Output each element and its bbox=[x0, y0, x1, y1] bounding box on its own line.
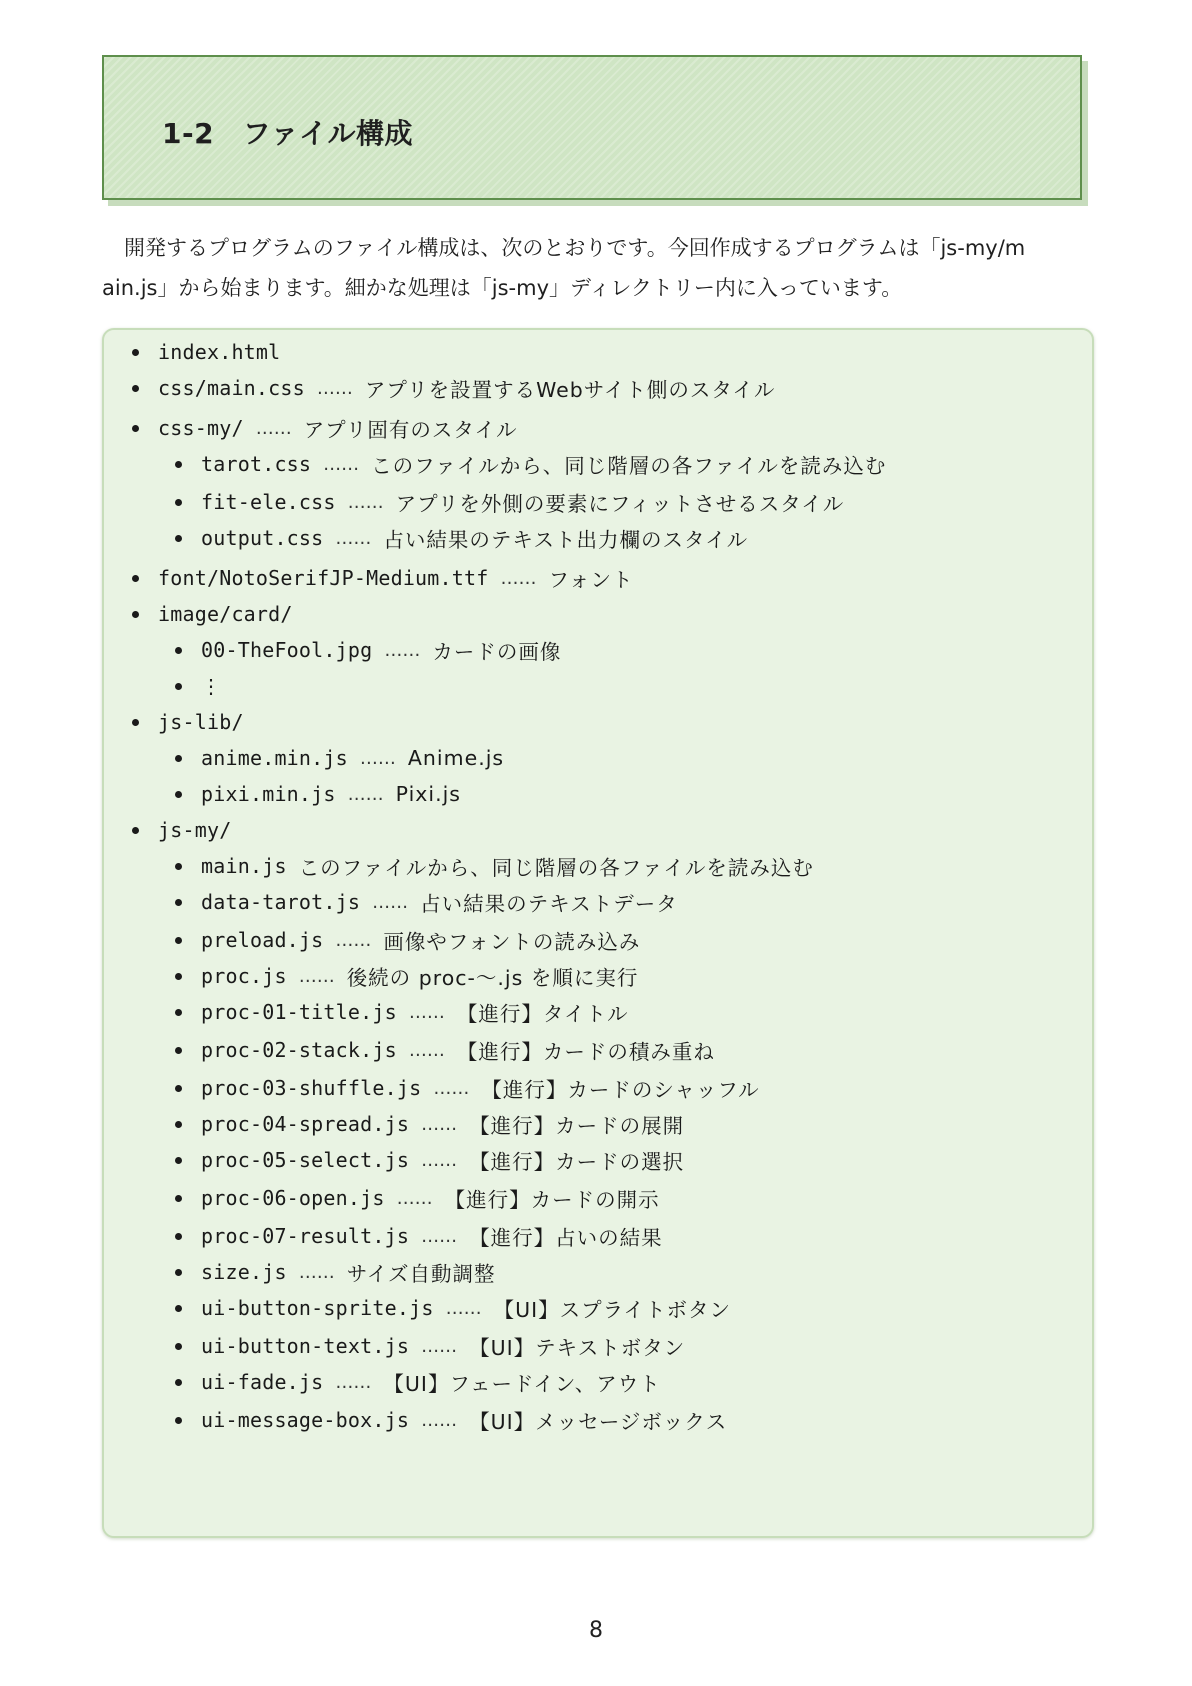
file-description: 【進行】カードの開示 bbox=[444, 1188, 660, 1212]
separator-ellipsis: …… bbox=[421, 1225, 458, 1247]
file-list-item bbox=[175, 774, 461, 814]
file-list-item bbox=[132, 594, 293, 634]
separator-ellipsis: …… bbox=[408, 1001, 445, 1023]
file-list-item bbox=[175, 738, 504, 778]
file-name: anime.min.js bbox=[201, 746, 348, 770]
separator-ellipsis: …… bbox=[347, 491, 384, 513]
file-list-item bbox=[132, 558, 634, 598]
file-name: tarot.css bbox=[201, 452, 312, 476]
file-name: ui-message-box.js bbox=[201, 1408, 410, 1432]
separator-ellipsis: …… bbox=[335, 929, 372, 951]
bullet-icon bbox=[175, 1047, 182, 1054]
bullet-icon bbox=[175, 1195, 182, 1202]
separator-ellipsis: …… bbox=[433, 1077, 470, 1099]
file-description: カードの画像 bbox=[432, 640, 562, 664]
separator-ellipsis: …… bbox=[372, 891, 409, 913]
bullet-icon bbox=[175, 683, 182, 690]
separator-ellipsis: …… bbox=[384, 639, 421, 661]
file-list-item bbox=[175, 1030, 715, 1070]
file-name: proc.js bbox=[201, 964, 287, 988]
bullet-icon bbox=[132, 575, 139, 582]
separator-ellipsis: …… bbox=[396, 1187, 433, 1209]
separator-ellipsis: …… bbox=[298, 965, 335, 987]
file-name: pixi.min.js bbox=[201, 782, 336, 806]
file-name: proc-05-select.js bbox=[201, 1148, 410, 1172]
file-name: js-lib/ bbox=[158, 710, 244, 734]
file-description: 後続の proc-〜.js を順に実行 bbox=[346, 966, 639, 990]
file-list-item bbox=[175, 1178, 660, 1218]
file-list-item bbox=[175, 1288, 731, 1328]
separator-ellipsis: …… bbox=[421, 1149, 458, 1171]
intro-line-1: 開発するプログラムのファイル構成は、次のとおりです。今回作成するプログラムは「js-my/m bbox=[124, 236, 1026, 260]
file-name: image/card/ bbox=[158, 602, 293, 626]
file-name: preload.js bbox=[201, 928, 324, 952]
file-description: Pixi.js bbox=[395, 782, 461, 806]
bullet-icon bbox=[175, 535, 182, 542]
section-heading-box bbox=[102, 55, 1082, 200]
separator-ellipsis: …… bbox=[445, 1297, 482, 1319]
file-description: アプリ固有のスタイル bbox=[303, 418, 518, 442]
file-description: アプリを外側の要素にフィットさせるスタイル bbox=[395, 492, 845, 516]
bullet-icon bbox=[175, 461, 182, 468]
bullet-icon bbox=[175, 1305, 182, 1312]
bullet-icon bbox=[175, 755, 182, 762]
separator-ellipsis: …… bbox=[421, 1409, 458, 1431]
bullet-icon bbox=[132, 611, 139, 618]
file-name: proc-01-title.js bbox=[201, 1000, 397, 1024]
section-title: 1-2 ファイル構成 bbox=[162, 116, 414, 150]
file-description: このファイルから、同じ階層の各ファイルを読み込む bbox=[298, 856, 814, 880]
file-description: 【進行】カードの展開 bbox=[469, 1114, 685, 1138]
bullet-icon bbox=[175, 1343, 182, 1350]
file-name: 00-TheFool.jpg bbox=[201, 638, 373, 662]
intro-paragraph bbox=[102, 228, 1100, 308]
file-name: data-tarot.js bbox=[201, 890, 361, 914]
bullet-icon bbox=[175, 1233, 182, 1240]
separator-ellipsis: …… bbox=[421, 1113, 458, 1135]
file-list-item bbox=[175, 1140, 684, 1180]
bullet-icon bbox=[175, 647, 182, 654]
file-description: 【進行】カードの選択 bbox=[469, 1150, 685, 1174]
file-structure-list bbox=[102, 328, 1094, 1538]
separator-ellipsis: …… bbox=[408, 1039, 445, 1061]
intro-line-2: ain.js」から始まります。細かな処理は「js-my」ディレクトリー内に入っています。 bbox=[102, 276, 903, 300]
separator-ellipsis: …… bbox=[316, 377, 353, 399]
bullet-icon bbox=[175, 937, 182, 944]
file-name: font/NotoSerifJP-Medium.ttf bbox=[158, 566, 489, 590]
file-list-item bbox=[175, 1326, 685, 1366]
file-description: このファイルから、同じ階層の各ファイルを読み込む bbox=[371, 454, 887, 478]
file-name: proc-07-result.js bbox=[201, 1224, 410, 1248]
bullet-icon bbox=[132, 827, 139, 834]
file-name: fit-ele.css bbox=[201, 490, 336, 514]
bullet-icon bbox=[132, 719, 139, 726]
section-heading-inner bbox=[112, 65, 1080, 198]
bullet-icon bbox=[175, 499, 182, 506]
file-list-item bbox=[175, 444, 886, 484]
bullet-icon bbox=[175, 899, 182, 906]
file-list-item bbox=[132, 332, 280, 372]
file-name: ui-fade.js bbox=[201, 1370, 324, 1394]
bullet-icon bbox=[175, 1157, 182, 1164]
separator-ellipsis: …… bbox=[323, 453, 360, 475]
file-description: 【進行】カードのシャッフル bbox=[481, 1078, 760, 1102]
file-list-item bbox=[175, 630, 561, 670]
file-description: Anime.js bbox=[407, 746, 505, 770]
file-description: 【UI】フェードイン、アウト bbox=[383, 1372, 661, 1396]
file-list-item bbox=[132, 408, 517, 448]
separator-ellipsis: …… bbox=[347, 783, 384, 805]
file-name: css-my/ bbox=[158, 416, 244, 440]
bullet-icon bbox=[175, 863, 182, 870]
file-list-item bbox=[175, 846, 814, 886]
file-name: ⋮ bbox=[201, 674, 222, 698]
file-list-item bbox=[175, 666, 221, 706]
file-list-item bbox=[175, 882, 678, 922]
bullet-icon bbox=[175, 1085, 182, 1092]
file-name: size.js bbox=[201, 1260, 287, 1284]
file-description: 【進行】カードの積み重ね bbox=[456, 1040, 715, 1064]
bullet-icon bbox=[175, 791, 182, 798]
file-list-item bbox=[175, 956, 638, 996]
file-description: サイズ自動調整 bbox=[346, 1262, 496, 1286]
bullet-icon bbox=[132, 349, 139, 356]
file-list-item bbox=[175, 482, 844, 522]
file-description: 【UI】スプライトボタン bbox=[493, 1298, 732, 1322]
file-description: 画像やフォントの読み込み bbox=[383, 930, 641, 954]
file-list-item bbox=[175, 518, 748, 558]
file-list-item bbox=[175, 1216, 663, 1256]
bullet-icon bbox=[175, 1417, 182, 1424]
separator-ellipsis: …… bbox=[335, 527, 372, 549]
file-list-item bbox=[175, 1252, 496, 1292]
file-description: アプリを設置するWebサイト側のスタイル bbox=[364, 378, 776, 402]
separator-ellipsis: …… bbox=[359, 747, 396, 769]
file-list-item bbox=[132, 368, 775, 408]
file-name: proc-04-spread.js bbox=[201, 1112, 410, 1136]
file-list-item bbox=[175, 1362, 661, 1402]
file-list-item bbox=[175, 1068, 760, 1108]
file-name: js-my/ bbox=[158, 818, 232, 842]
file-name: proc-06-open.js bbox=[201, 1186, 385, 1210]
file-name: ui-button-text.js bbox=[201, 1334, 410, 1358]
file-name: proc-03-shuffle.js bbox=[201, 1076, 422, 1100]
file-name: ui-button-sprite.js bbox=[201, 1296, 434, 1320]
bullet-icon bbox=[175, 1121, 182, 1128]
file-description: 【進行】タイトル bbox=[456, 1002, 629, 1026]
file-list-item bbox=[132, 810, 231, 850]
file-name: proc-02-stack.js bbox=[201, 1038, 397, 1062]
bullet-icon bbox=[175, 973, 182, 980]
bullet-icon bbox=[175, 1269, 182, 1276]
bullet-icon bbox=[175, 1379, 182, 1386]
bullet-icon bbox=[132, 425, 139, 432]
separator-ellipsis: …… bbox=[298, 1261, 335, 1283]
file-name: index.html bbox=[158, 340, 281, 364]
separator-ellipsis: …… bbox=[335, 1371, 372, 1393]
separator-ellipsis: …… bbox=[421, 1335, 458, 1357]
file-description: 【UI】テキストボタン bbox=[469, 1336, 686, 1360]
file-list-item bbox=[175, 1104, 684, 1144]
file-list-item bbox=[175, 920, 640, 960]
file-description: 占い結果のテキスト出力欄のスタイル bbox=[383, 528, 749, 552]
bullet-icon bbox=[132, 385, 139, 392]
bullet-icon bbox=[175, 1009, 182, 1016]
file-list-item bbox=[175, 1400, 727, 1440]
page-number: 8 bbox=[589, 1618, 603, 1643]
file-description: 【UI】メッセージボックス bbox=[469, 1410, 728, 1434]
file-list-item bbox=[132, 702, 244, 742]
file-description: 占い結果のテキストデータ bbox=[420, 892, 678, 916]
separator-ellipsis: …… bbox=[500, 567, 537, 589]
file-name: css/main.css bbox=[158, 376, 305, 400]
file-list-item bbox=[175, 992, 628, 1032]
file-name: main.js bbox=[201, 854, 287, 878]
file-description: フォント bbox=[548, 568, 634, 592]
file-name: output.css bbox=[201, 526, 324, 550]
file-description: 【進行】占いの結果 bbox=[469, 1226, 663, 1250]
separator-ellipsis: …… bbox=[255, 417, 292, 439]
